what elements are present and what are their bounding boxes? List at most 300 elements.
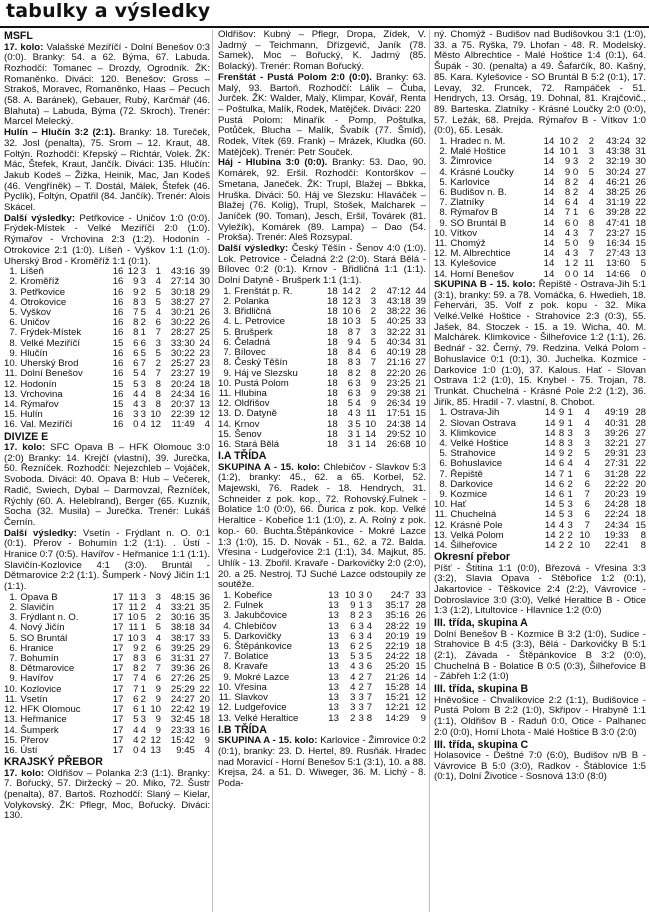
cell-wins: 7 [133, 673, 139, 685]
report-paragraph [4, 128, 210, 214]
standings-table [434, 408, 646, 551]
cell-draws: 3 [140, 653, 146, 665]
cell-score: 48:15 [170, 591, 195, 603]
cell-rank: 6. [223, 641, 232, 653]
cell-wins: 14 [342, 285, 354, 297]
cell-played: 13 [328, 661, 339, 673]
cell-rank: 15. [218, 428, 232, 440]
cell-losses: 3 [155, 337, 162, 349]
cell-rank: 12. [218, 702, 232, 714]
cell-losses: 2 [588, 136, 595, 148]
cell-points: 23 [635, 448, 646, 460]
cell-score: 30:22 [170, 317, 195, 329]
cell-draws: 2 [140, 286, 146, 298]
cell-draws: 2 [140, 602, 146, 614]
cell-played: 16 [112, 347, 124, 359]
cell-points: 26 [199, 307, 210, 319]
cell-team: Vřesina [234, 681, 267, 693]
cell-team: Žimrovice [450, 156, 492, 168]
cell-score: 23:27 [170, 368, 195, 380]
cell-losses: 6 [588, 207, 595, 219]
cell-draws: 3 [358, 712, 364, 724]
cell-score: 15:28 [385, 681, 410, 693]
cell-wins: 8 [558, 437, 565, 449]
cell-played: 17 [112, 622, 124, 634]
cell-played: 14 [543, 268, 555, 280]
cell-played: 18 [327, 296, 338, 308]
cell-played: 18 [327, 326, 338, 338]
cell-rank: 12. [434, 519, 448, 531]
report-text: Karlovice - Žimrovice 0:2 (0:1), branky: 23. D. Hertel, 89. Rusňák. Hradec nad Moravicí - Horní Benešov 5:1 (3:1), 10. a 88. Krejsa, 24. a 51. D. Wiweger, 36. M. Lichý - 8. Poda- [218, 735, 426, 790]
cell-wins: 4 [350, 671, 356, 683]
cell-points: 30 [635, 156, 646, 168]
text-block [434, 552, 646, 783]
cell-wins: 0 [133, 419, 139, 431]
cell-rank: 2. [9, 602, 18, 614]
cell-played: 14 [543, 227, 555, 239]
report-text: Chlebičov - Slavkov 5:3 (1:2), branky: 45., 62. a 65. Korbel, 52. Majewski, 76. Radek - 18. Hendrych, 31. Schneider z pok. kop., 72. Rohovský.Fulnek - Bolatice 1:0 (0:0), 66. Ďurica z pok. kop. Velké Heraltice - Kobeřice 1:1 (1:0), z. A. Rolný z pok. kop.- 60. Buchta.Štěpánkovice - Mokré Lazce 1:3 (1:0), 15. D. Novák - 51., 62. a 72. Balda. Vřesina - Ludgeřovice 2:1 (1:1), 34. Majkut, 85. Uhlík - 13. Zbořil. Kravaře - Darkovičky 2:0 (2:0), 20. a 25. Nestroj. TJ Suché Lazce odstoupily ze soutěže. [218, 461, 426, 591]
table-row [434, 459, 646, 469]
cell-score: 20:23 [604, 488, 629, 500]
cell-played: 14 [544, 509, 556, 521]
cell-losses: 3 [588, 146, 595, 158]
section-header [0, 0, 649, 28]
cell-wins: 5 [558, 499, 565, 511]
cell-played: 13 [328, 702, 339, 714]
cell-rank: 15. [4, 734, 18, 746]
cell-losses: 10 [579, 529, 590, 541]
cell-losses: 4 [584, 417, 590, 429]
cell-team: Havířov [20, 673, 54, 685]
cell-losses: 3 [370, 296, 377, 308]
cell-played: 14 [543, 207, 555, 219]
cell-rank: 2. [439, 146, 448, 158]
cell-played: 14 [543, 258, 555, 270]
cell-wins: 9 [347, 336, 354, 348]
cell-wins: 4 [133, 388, 139, 400]
cell-draws: 3 [355, 296, 361, 308]
cell-score: 32:19 [606, 156, 631, 168]
cell-played: 13 [328, 641, 339, 653]
cell-draws: 1 [567, 468, 573, 480]
cell-draws: 4 [355, 347, 361, 359]
cell-wins: 2 [558, 529, 565, 541]
cell-score: 21:16 [386, 357, 411, 369]
cell-draws: 2 [572, 258, 579, 270]
cell-wins: 5 [347, 398, 354, 410]
cell-losses: 9 [370, 387, 377, 399]
cell-wins: 3 [347, 438, 354, 450]
cell-played: 14 [543, 248, 555, 260]
cell-points: 19 [415, 398, 426, 410]
cell-rank: 4. [223, 316, 232, 328]
cell-team: Vrchovina [20, 388, 63, 400]
cell-draws: 3 [140, 409, 146, 421]
cell-played: 17 [112, 734, 124, 746]
cell-team: D. Datyně [234, 408, 278, 420]
report-lead: SKUPINA A - 15. kolo: [218, 461, 321, 473]
cell-draws: 3 [140, 266, 146, 278]
cell-score: 47:41 [606, 217, 631, 229]
cell-rank: 2. [9, 276, 18, 288]
cell-team: Horní Benešov [450, 268, 514, 280]
cell-score: 30:22 [170, 347, 195, 359]
cell-points: 18 [199, 714, 210, 726]
cell-score: 39:26 [604, 427, 629, 439]
section-heading: MSFL [4, 30, 33, 42]
cell-wins: 5 [350, 651, 356, 663]
cell-team: Kozlovice [20, 683, 62, 695]
cell-played: 16 [112, 307, 124, 319]
cell-score: 17:51 [386, 408, 411, 420]
cell-rank: 7. [223, 651, 232, 663]
cell-rank: 13. [218, 408, 232, 420]
cell-points: 25 [199, 673, 210, 685]
cell-played: 14 [543, 146, 555, 158]
cell-score: 20:24 [170, 378, 195, 390]
cell-rank: 6. [439, 458, 448, 470]
cell-losses: 9 [370, 377, 377, 389]
cell-team: L. Petrovice [234, 316, 286, 328]
cell-rank: 15. [4, 409, 18, 421]
cell-team: HFK Olomouc [20, 704, 81, 716]
cell-draws: 6 [355, 306, 361, 318]
cell-score: 29:52 [386, 428, 411, 440]
cell-wins: 8 [347, 357, 354, 369]
cell-wins: 9 [133, 276, 139, 288]
cell-points: 30 [199, 276, 210, 288]
cell-score: 40:25 [386, 316, 411, 328]
cell-points: 28 [635, 407, 646, 419]
cell-points: 4 [204, 744, 210, 756]
cell-wins: 8 [350, 610, 356, 622]
cell-wins: 9 [558, 407, 565, 419]
cell-played: 18 [327, 377, 338, 389]
cell-losses: 0 [366, 590, 373, 602]
cell-points: 31 [635, 146, 646, 158]
cell-draws: 4 [355, 398, 361, 410]
report-paragraph [218, 244, 426, 287]
cell-team: Bolatice [234, 651, 269, 663]
cell-wins: 4 [133, 734, 139, 746]
cell-score: 27:14 [170, 276, 195, 288]
cell-wins: 8 [133, 653, 139, 665]
cell-score: 22:42 [170, 704, 195, 716]
cell-wins: 8 [133, 317, 139, 329]
cell-losses: 6 [155, 653, 162, 665]
cell-score: 24:27 [170, 693, 195, 705]
cell-rank: 5. [223, 326, 232, 338]
cell-draws: 5 [140, 307, 146, 319]
report-text: Pustá Polom: Minařík - Pomp, Poštulka, Potůček, Blucha – Malík, Švabík (77. Šmíd), Rodek, Vítek (69. Frank) – Mrázek, Kludka (60. Matějček). Trenér: Petr Souček. [218, 114, 426, 158]
cell-score: 26:34 [386, 398, 411, 410]
cell-rank: 10. [218, 377, 232, 389]
cell-points: 16 [199, 724, 210, 736]
cell-points: 12 [415, 702, 426, 714]
cell-played: 17 [112, 612, 124, 624]
table-row [218, 703, 426, 713]
cell-wins: 10 [559, 136, 571, 148]
cell-points: 12 [415, 692, 426, 704]
cell-points: 18 [635, 509, 646, 521]
cell-draws: 1 [567, 417, 573, 429]
cell-played: 13 [328, 620, 339, 632]
cell-team: Krásné Pole [450, 519, 503, 531]
cell-points: 26 [415, 610, 426, 622]
cell-rank: 6. [9, 317, 18, 329]
cell-team: Líšeň [20, 266, 44, 278]
cell-draws: 4 [140, 368, 146, 380]
cell-losses: 9 [370, 398, 377, 410]
cell-wins: 3 [347, 428, 354, 440]
report-lead: 17. kolo: [4, 442, 46, 454]
cell-team: Zlatníky [450, 197, 484, 209]
cell-rank: 13. [4, 714, 18, 726]
cell-played: 16 [112, 296, 124, 308]
cell-draws: 1 [358, 600, 364, 612]
cell-points: 31 [415, 336, 426, 348]
cell-team: Hranice [20, 642, 54, 654]
cell-team: Kravaře [234, 661, 268, 673]
cell-points: 20 [199, 693, 210, 705]
cell-wins: 8 [347, 326, 354, 338]
cell-wins: 9 [558, 417, 565, 429]
cell-score: 43:18 [386, 296, 411, 308]
cell-points: 27 [635, 166, 646, 178]
cell-draws: 5 [140, 347, 146, 359]
cell-team: Malé Hoštice [450, 146, 506, 158]
report-paragraph [4, 769, 210, 823]
cell-draws: 2 [572, 176, 579, 188]
cell-score: 22:39 [170, 409, 195, 421]
cell-losses: 3 [155, 591, 162, 603]
cell-played: 17 [112, 602, 124, 614]
cell-score: 33:30 [170, 337, 195, 349]
cell-team: Kroměříž [20, 276, 60, 288]
cell-losses: 6 [370, 347, 377, 359]
text-block [4, 31, 210, 267]
cell-team: Rýmařov [20, 398, 59, 410]
report-lead: Další výsledky: [218, 243, 289, 255]
cell-score: 27:31 [604, 458, 629, 470]
cell-team: Rýmařov B [450, 207, 498, 219]
cell-points: 15 [635, 227, 646, 239]
cell-played: 18 [327, 367, 338, 379]
cell-rank: 4. [223, 620, 232, 632]
cell-team: Vsetín [20, 693, 48, 705]
report-paragraph [218, 116, 426, 159]
cell-rank: 1. [439, 407, 448, 419]
cell-played: 15 [112, 378, 124, 390]
cell-team: Heřmanice [20, 714, 67, 726]
cell-points: 33 [415, 316, 426, 328]
cell-rank: 1. [223, 285, 232, 297]
cell-score: 31:31 [170, 653, 195, 665]
cell-points: 14 [415, 671, 426, 683]
cell-team: Čeladná [234, 336, 271, 348]
cell-played: 13 [328, 630, 339, 642]
cell-team: Otrokovice [20, 296, 67, 308]
cell-points: 36 [199, 591, 210, 603]
cell-team: Oldřišov [234, 398, 270, 410]
cell-rank: 9. [223, 367, 232, 379]
cell-rank: 2. [439, 417, 448, 429]
cell-team: Jakubčovice [234, 610, 288, 622]
cell-losses: 4 [155, 276, 162, 288]
cell-draws: 2 [567, 539, 573, 551]
cell-played: 13 [328, 692, 339, 704]
cell-wins: 12 [127, 266, 139, 278]
cell-losses: 9 [155, 724, 162, 736]
cell-played: 17 [112, 663, 124, 675]
cell-draws: 2 [140, 642, 146, 654]
cell-wins: 9 [558, 448, 565, 460]
cell-score: 22:22 [604, 478, 629, 490]
report-text: Dolní Benešov B - Kozmice B 3:2 (1:0), Sudice - Strahovice B 4:5 (3:3), Bělá - Darkovičky B 5:1 (2:1), Závada - Štěpánkovice B 3:2 (0:0), Chuchelná B - Bolatice B 0:5 (0:3), Šilheřovice B - Zábřeh 1:2 (1:0) [434, 628, 646, 683]
cell-losses: 5 [155, 296, 162, 308]
cell-score: 25:27 [170, 358, 195, 370]
cell-rank: 4. [9, 622, 18, 634]
cell-points: 29 [199, 642, 210, 654]
cell-score: 29:31 [604, 448, 629, 460]
cell-team: Velké Meziříčí [20, 337, 81, 349]
cell-wins: 7 [564, 207, 571, 219]
cell-played: 15 [112, 337, 124, 349]
cell-score: 29:38 [386, 387, 411, 399]
cell-team: Kylešovice [450, 258, 497, 270]
cell-wins: 5 [558, 509, 565, 521]
cell-points: 12 [199, 409, 210, 421]
cell-draws: 2 [140, 734, 146, 746]
section-heading: KRAJSKÝ PŘEBOR [4, 756, 103, 769]
cell-losses: 8 [366, 712, 373, 724]
cell-draws: 1 [140, 327, 146, 339]
cell-rank: 7. [223, 347, 232, 359]
cell-score: 23:27 [606, 227, 631, 239]
cell-draws: 3 [140, 276, 146, 288]
cell-points: 34 [199, 622, 210, 634]
cell-score: 31:19 [606, 197, 631, 209]
cell-wins: 4 [133, 398, 139, 410]
cell-wins: 8 [133, 663, 139, 675]
report-lead: SKUPINA A - 15. kolo: [218, 735, 318, 747]
cell-losses: 7 [366, 702, 373, 714]
cell-wins: 6 [350, 641, 356, 653]
cell-rank: 14. [434, 268, 448, 280]
cell-losses: 13 [150, 744, 162, 756]
cell-losses: 1 [155, 266, 162, 278]
cell-wins: 4 [350, 661, 356, 673]
cell-wins: 4 [347, 408, 354, 420]
cell-team: Velké Heraltice [234, 712, 299, 724]
report-text: Holasovice - Deštné 7:0 (6:0), Budišov n/B B - Vávrovice B 5:0 (3:0), Radkov - Štáblovice 1:5 (0:1), Dolní Životice - Sosnová 13:0 (8:0) [434, 750, 646, 783]
cell-rank: 8. [439, 207, 448, 219]
cell-team: Darkovičky [234, 630, 282, 642]
cell-draws: 6 [140, 337, 146, 349]
section-heading: III. třída, skupina C [434, 738, 529, 751]
cell-draws: 2 [140, 693, 146, 705]
cell-team: Hodonín [20, 378, 57, 390]
cell-wins: 3 [133, 409, 139, 421]
cell-draws: 2 [567, 448, 573, 460]
cell-points: 33 [199, 632, 210, 644]
cell-draws: 1 [567, 488, 573, 500]
cell-draws: 4 [140, 724, 146, 736]
cell-losses: 10 [579, 539, 590, 551]
cell-wins: 10 [127, 612, 139, 624]
cell-played: 14 [544, 529, 556, 541]
cell-score: 43:38 [606, 146, 631, 158]
cell-team: Český Těšín [234, 357, 288, 369]
cell-draws: 3 [140, 296, 146, 308]
cell-draws: 3 [140, 591, 146, 603]
cell-team: Břidličná [234, 306, 272, 318]
cell-played: 16 [112, 276, 124, 288]
cell-losses: 6 [584, 468, 590, 480]
cell-score: 24:28 [604, 499, 629, 511]
cell-wins: 6 [133, 693, 139, 705]
cell-wins: 12 [342, 296, 354, 308]
cell-played: 16 [112, 266, 124, 278]
text-block [218, 30, 426, 287]
cell-draws: 7 [355, 326, 361, 338]
cell-draws: 1 [140, 704, 146, 716]
table-row [218, 409, 426, 419]
cell-team: Kozmice [450, 488, 488, 500]
cell-team: Dětmarovice [20, 663, 75, 675]
section-heading: DIVIZE E [4, 430, 49, 443]
section-heading: I.B TŘÍDA [218, 723, 267, 736]
report-lead: Frenštát - Pustá Polom 2:0 (0:0). [218, 71, 372, 83]
cell-points: 19 [635, 488, 646, 500]
cell-losses: 6 [155, 642, 162, 654]
cell-played: 17 [112, 744, 124, 756]
cell-losses: 9 [155, 693, 162, 705]
header-rule [0, 26, 649, 28]
cell-losses: 5 [370, 316, 377, 328]
cell-points: 26 [635, 187, 646, 199]
cell-rank: 1. [9, 266, 18, 278]
cell-wins: 9 [564, 166, 571, 178]
cell-wins: 0 [133, 744, 139, 756]
cell-played: 18 [327, 357, 338, 369]
cell-team: Frýdlant n. O. [20, 612, 79, 624]
cell-score: 30:24 [606, 166, 631, 178]
cell-draws: 4 [140, 419, 146, 431]
cell-team: Pustá Polom [234, 377, 289, 389]
cell-rank: 7. [439, 197, 448, 209]
cell-played: 14 [544, 468, 556, 480]
cell-rank: 5. [223, 630, 232, 642]
cell-rank: 4. [9, 296, 18, 308]
cell-losses: 4 [366, 630, 373, 642]
cell-rank: 11. [4, 693, 18, 705]
cell-wins: 4 [558, 519, 565, 531]
cell-rank: 11. [218, 387, 232, 399]
cell-team: Bohumín [20, 653, 59, 665]
cell-score: 40:34 [386, 336, 411, 348]
section-heading: Okresní přebor [434, 551, 510, 564]
cell-wins: 5 [564, 238, 571, 250]
cell-played: 18 [327, 418, 338, 430]
cell-rank: 4. [439, 166, 448, 178]
cell-losses: 3 [370, 326, 377, 338]
section-heading: III. třída, skupina B [434, 683, 529, 696]
text-block [434, 280, 646, 408]
cell-played: 16 [112, 327, 124, 339]
cell-score: 22:24 [604, 509, 629, 521]
report-text: Hněvošice - Chvalíkovice 2:2 (1:1), Budišovice - Pustá Polom B 2:2 (1:0), Skřipov - Hrabyně 1:1 (1:1), Oldřišov B - Raduň 0:0, Otice - Palhanec 2:0 (0:0), Horní Lhota - Malé Hoštice B 3:0 (2:0) [434, 694, 646, 738]
